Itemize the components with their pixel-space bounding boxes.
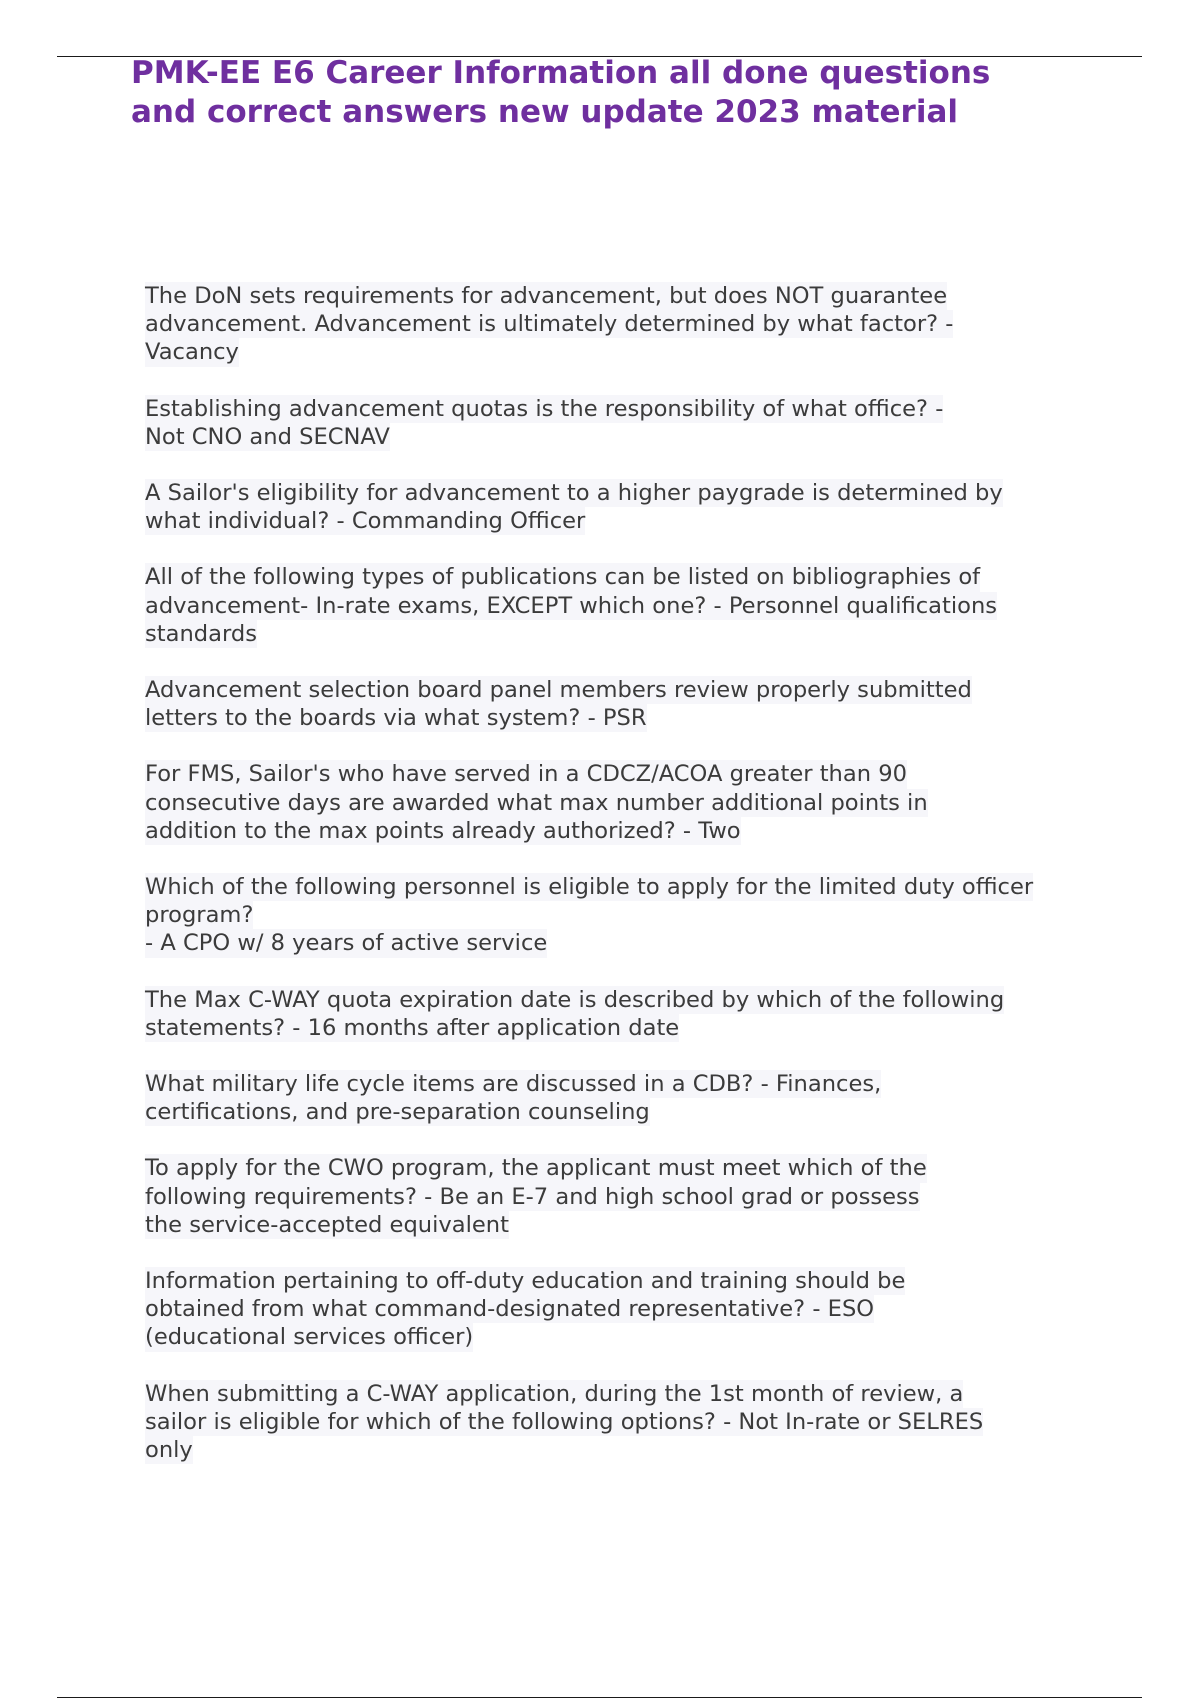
qa-line: program? (145, 902, 254, 929)
qa-item (145, 1380, 1105, 1465)
qa-line: The Max C-WAY quota expiration date is described by which of the following (145, 986, 1005, 1013)
qa-line: standards (145, 620, 257, 647)
qa-line: sailor is eligible for which of the following options? - Not In-rate or SELRES (145, 1408, 984, 1435)
qa-line: addition to the max points already authorized? - Two (145, 817, 741, 844)
qa-item (145, 479, 1105, 535)
qa-item (145, 282, 1105, 367)
qa-line: the service-accepted equivalent (145, 1211, 509, 1238)
qa-line: only (145, 1437, 193, 1464)
qa-item (145, 395, 1105, 451)
qa-line: What military life cycle items are discussed in a CDB? - Finances, (145, 1071, 882, 1098)
qa-line: advancement. Advancement is ultimately determined by what factor? - (145, 311, 954, 338)
qa-line: following requirements? - Be an E-7 and high school grad or possess (145, 1183, 920, 1210)
question-answer-list (145, 282, 1105, 1492)
qa-line: Which of the following personnel is eligible to apply for the limited duty officer (145, 874, 1034, 901)
qa-item (145, 1267, 1105, 1352)
qa-line: - A CPO w/ 8 years of active service (145, 930, 548, 957)
qa-item (145, 676, 1105, 732)
qa-item (145, 760, 1105, 845)
qa-line: Information pertaining to off-duty education and training should be (145, 1268, 906, 1295)
title-line: and correct answers new update 2023 material (131, 93, 958, 130)
qa-item (145, 873, 1105, 958)
qa-item (145, 1154, 1105, 1239)
qa-line: To apply for the CWO program, the applicant must meet which of the (145, 1155, 927, 1182)
qa-line: The DoN sets requirements for advancement, but does NOT guarantee (145, 283, 948, 309)
title-line: PMK-EE E6 Career Information all done questions (131, 55, 991, 91)
qa-line: Vacancy (145, 339, 239, 366)
qa-line: (educational services officer) (145, 1324, 474, 1351)
qa-line: letters to the boards via what system? - PSR (145, 705, 647, 732)
qa-line: statements? - 16 months after application date (145, 1014, 680, 1041)
qa-line: what individual? - Commanding Officer (145, 508, 586, 535)
qa-line: certifications, and pre-separation counseling (145, 1099, 650, 1126)
qa-line: advancement- In-rate exams, EXCEPT which one? - Personnel qualifications (145, 592, 998, 619)
qa-line: All of the following types of publications can be listed on bibliographies of (145, 564, 981, 591)
qa-line: Establishing advancement quotas is the responsibility of what office? - (145, 395, 944, 422)
qa-line: For FMS, Sailor's who have served in a CDCZ/ACOA greater than 90 (145, 761, 907, 788)
qa-line: consecutive days are awarded what max number additional points in (145, 789, 928, 816)
qa-line: Not CNO and SECNAV (145, 423, 390, 450)
qa-item (145, 986, 1105, 1042)
qa-line: obtained from what command-designated representative? - ESO (145, 1296, 875, 1323)
qa-line: A Sailor's eligibility for advancement to a higher paygrade is determined by (145, 480, 1003, 507)
bottom-rule (57, 1697, 1142, 1698)
qa-line: Advancement selection board panel members review properly submitted (145, 677, 972, 704)
qa-line: When submitting a C-WAY application, during the 1st month of review, a (145, 1380, 964, 1407)
qa-item (145, 1070, 1105, 1126)
qa-item (145, 563, 1105, 648)
document-title (131, 54, 1111, 131)
